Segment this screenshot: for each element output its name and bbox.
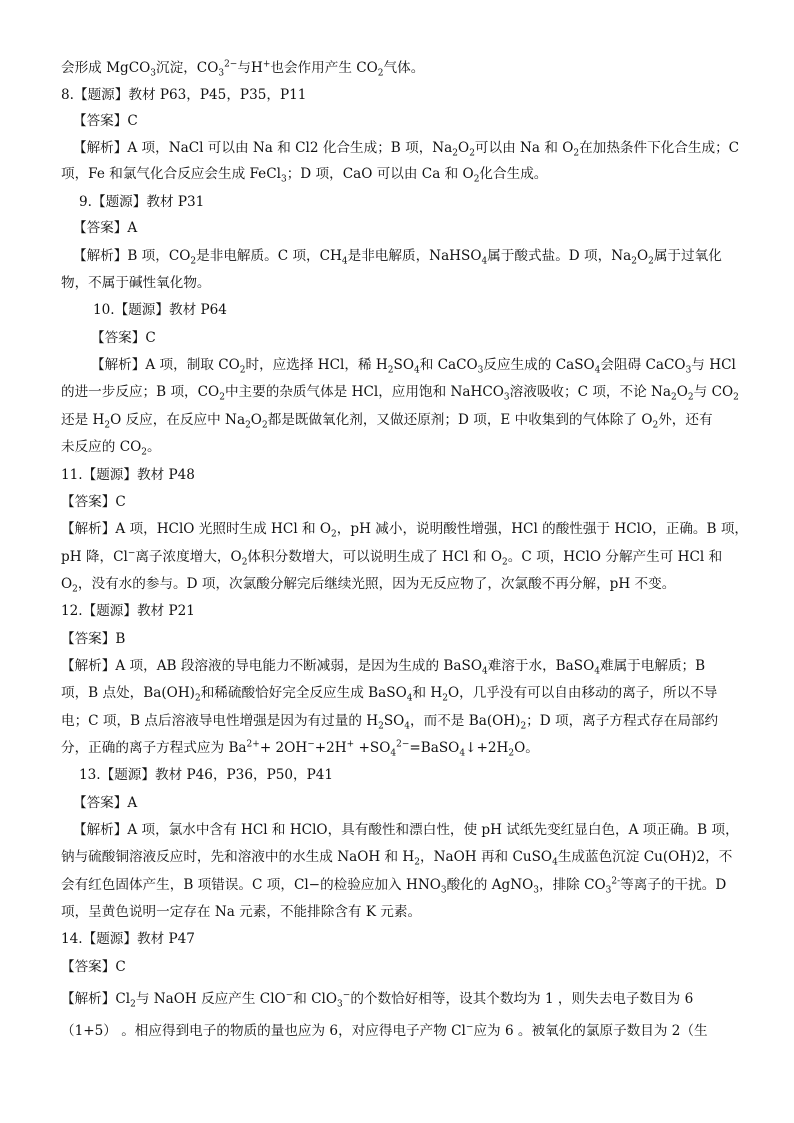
question-11-source: 11.【题源】教材 P48 [61, 467, 195, 483]
question-10-answer: 【答案】C [91, 330, 156, 346]
question-10-source: 10.【题源】教材 P64 [93, 302, 227, 318]
question-12-answer: 【答案】B [61, 631, 126, 647]
text-line: 未反应的 $CO_2$。 [61, 439, 161, 458]
text-line: $O_2$，没有水的参与。D 项，次氯酸分解完后继续光照，因为无反应物了，次氯酸不再分解，pH 不变。 [61, 576, 676, 595]
question-12-source: 12.【题源】教材 P21 [61, 603, 195, 619]
question-11-analysis: 【解析】A 项，HClO 光照时生成 HCl 和 $O_2$，pH 减小，说明酸性增强，HCl 的酸性强于 HClO，正确。B 项， [61, 521, 749, 540]
text-line: 的进一步反应；B 项，$CO_2$中主要的杂质气体是 HCl，应用饱和 NaHCO$_3$溶液吸收；C 项，不论 $Na_2O_2$与 $CO_2$ [61, 384, 739, 403]
question-8-answer: 【答案】C [73, 113, 138, 129]
question-14-answer: 【答案】C [61, 959, 126, 975]
text-line: 会有红色固体产生，B 项错误。C 项，Cl−的检验应加入 $HNO_3$酸化的 AgNO$_3$，排除 $CO_3^{2-}$等离子的干扰。D [61, 876, 727, 896]
text-line: （1+5） 。相应得到电子的物质的量也应为 6，对应得电子产物 Cl−应为 6 。被氧化的氯原子数目为 2（生 [61, 1022, 708, 1039]
text-line: 项，呈黄色说明一定存在 Na 元素，不能排除含有 K 元素。 [61, 904, 422, 920]
question-9-answer: 【答案】A [73, 220, 138, 236]
question-11-answer: 【答案】C [61, 494, 126, 510]
text-line: 会形成 MgCO$_3$沉淀，$CO_3^{2-}$与H+也会作用产生 $CO_2$气体。 [61, 59, 425, 79]
text-line: 物，不属于碱性氧化物。 [61, 275, 211, 291]
question-8-source: 8.【题源】教材 P63，P45，P35，P11 [61, 87, 307, 103]
text-line: 分，正确的离子方程式应为 $Ba^{2+}+ 2OH^-+2H^+$ $+SO_4^{2-}=BaSO_4↓+2H_2O$。 [61, 739, 539, 759]
question-14-analysis: 【解析】$Cl_2$与 NaOH 反应产生 ClO−和 ClO$_3$−的个数恰好相等，设其个数均为 1 ，则失去电子数目为 6 [61, 990, 694, 1010]
question-13-answer: 【答案】A [73, 795, 138, 811]
text-line: 钠与硫酸铜溶液反应时，先和溶液中的水生成 NaOH 和 $H_2$，NaOH 再和 CuSO$_4$生成蓝色沉淀 Cu(OH)2，不 [61, 849, 733, 868]
question-8-analysis: 【解析】A 项，NaCl 可以由 Na 和 Cl2 化合生成；B 项，$Na_2O_2$可以由 Na 和 $O_2$在加热条件下化合生成；C [73, 140, 740, 159]
question-10-analysis: 【解析】A 项，制取 $CO_2$时，应选择 HCl，稀 $H_2SO_4$和 CaCO$_3$反应生成的 CaSO$_4$会阻碍 CaCO$_3$与 HCl [91, 357, 736, 376]
text-line: 项，Fe 和氯气化合反应会生成 FeCl$_3$；D 项，CaO 可以由 Ca 和 $O_2$化合生成。 [61, 166, 548, 185]
question-12-analysis: 【解析】A 项，AB 段溶液的导电能力不断减弱，是因为生成的 BaSO$_4$难溶于水，BaSO$_4$难属于电解质；B [61, 658, 706, 677]
question-13-source: 13.【题源】教材 P46，P36，P50，P41 [79, 767, 334, 783]
question-13-analysis: 【解析】A 项，氯水中含有 HCl 和 HClO，具有酸性和漂白性，使 pH 试纸先变红显白色，A 项正确。B 项， [73, 822, 739, 838]
question-14-source: 14.【题源】教材 P47 [61, 931, 195, 947]
text-line: 项，B 点处，$Ba(OH)_2$和稀硫酸恰好完全反应生成 BaSO$_4$和 $H_2O$，几乎没有可以自由移动的离子，所以不导 [61, 685, 718, 704]
question-9-source: 9.【题源】教材 P31 [79, 194, 205, 210]
question-9-analysis: 【解析】B 项，$CO_2$是非电解质。C 项，$CH_4$是非电解质，NaHSO$_4$属于酸式盐。D 项，$Na_2O_2$属于过氧化 [73, 248, 722, 267]
text-line: 还是 $H_2O$ 反应，在反应中 $Na_2O_2$都是既做氧化剂，又做还原剂；D 项，E 中收集到的气体除了 $O_2$外，还有 [61, 412, 713, 431]
text-line: pH 降，Cl−离子浓度增大，$O_2$体积分数增大，可以说明生成了 HCl 和 $O_2$。C 项，HClO 分解产生可 HCl 和 [61, 548, 723, 568]
text-line: 电；C 项，B 点后溶液导电性增强是因为有过量的 $H_2SO_4$，而不是 $Ba(OH)_2$；D 项，离子方程式存在局部约 [61, 713, 719, 732]
